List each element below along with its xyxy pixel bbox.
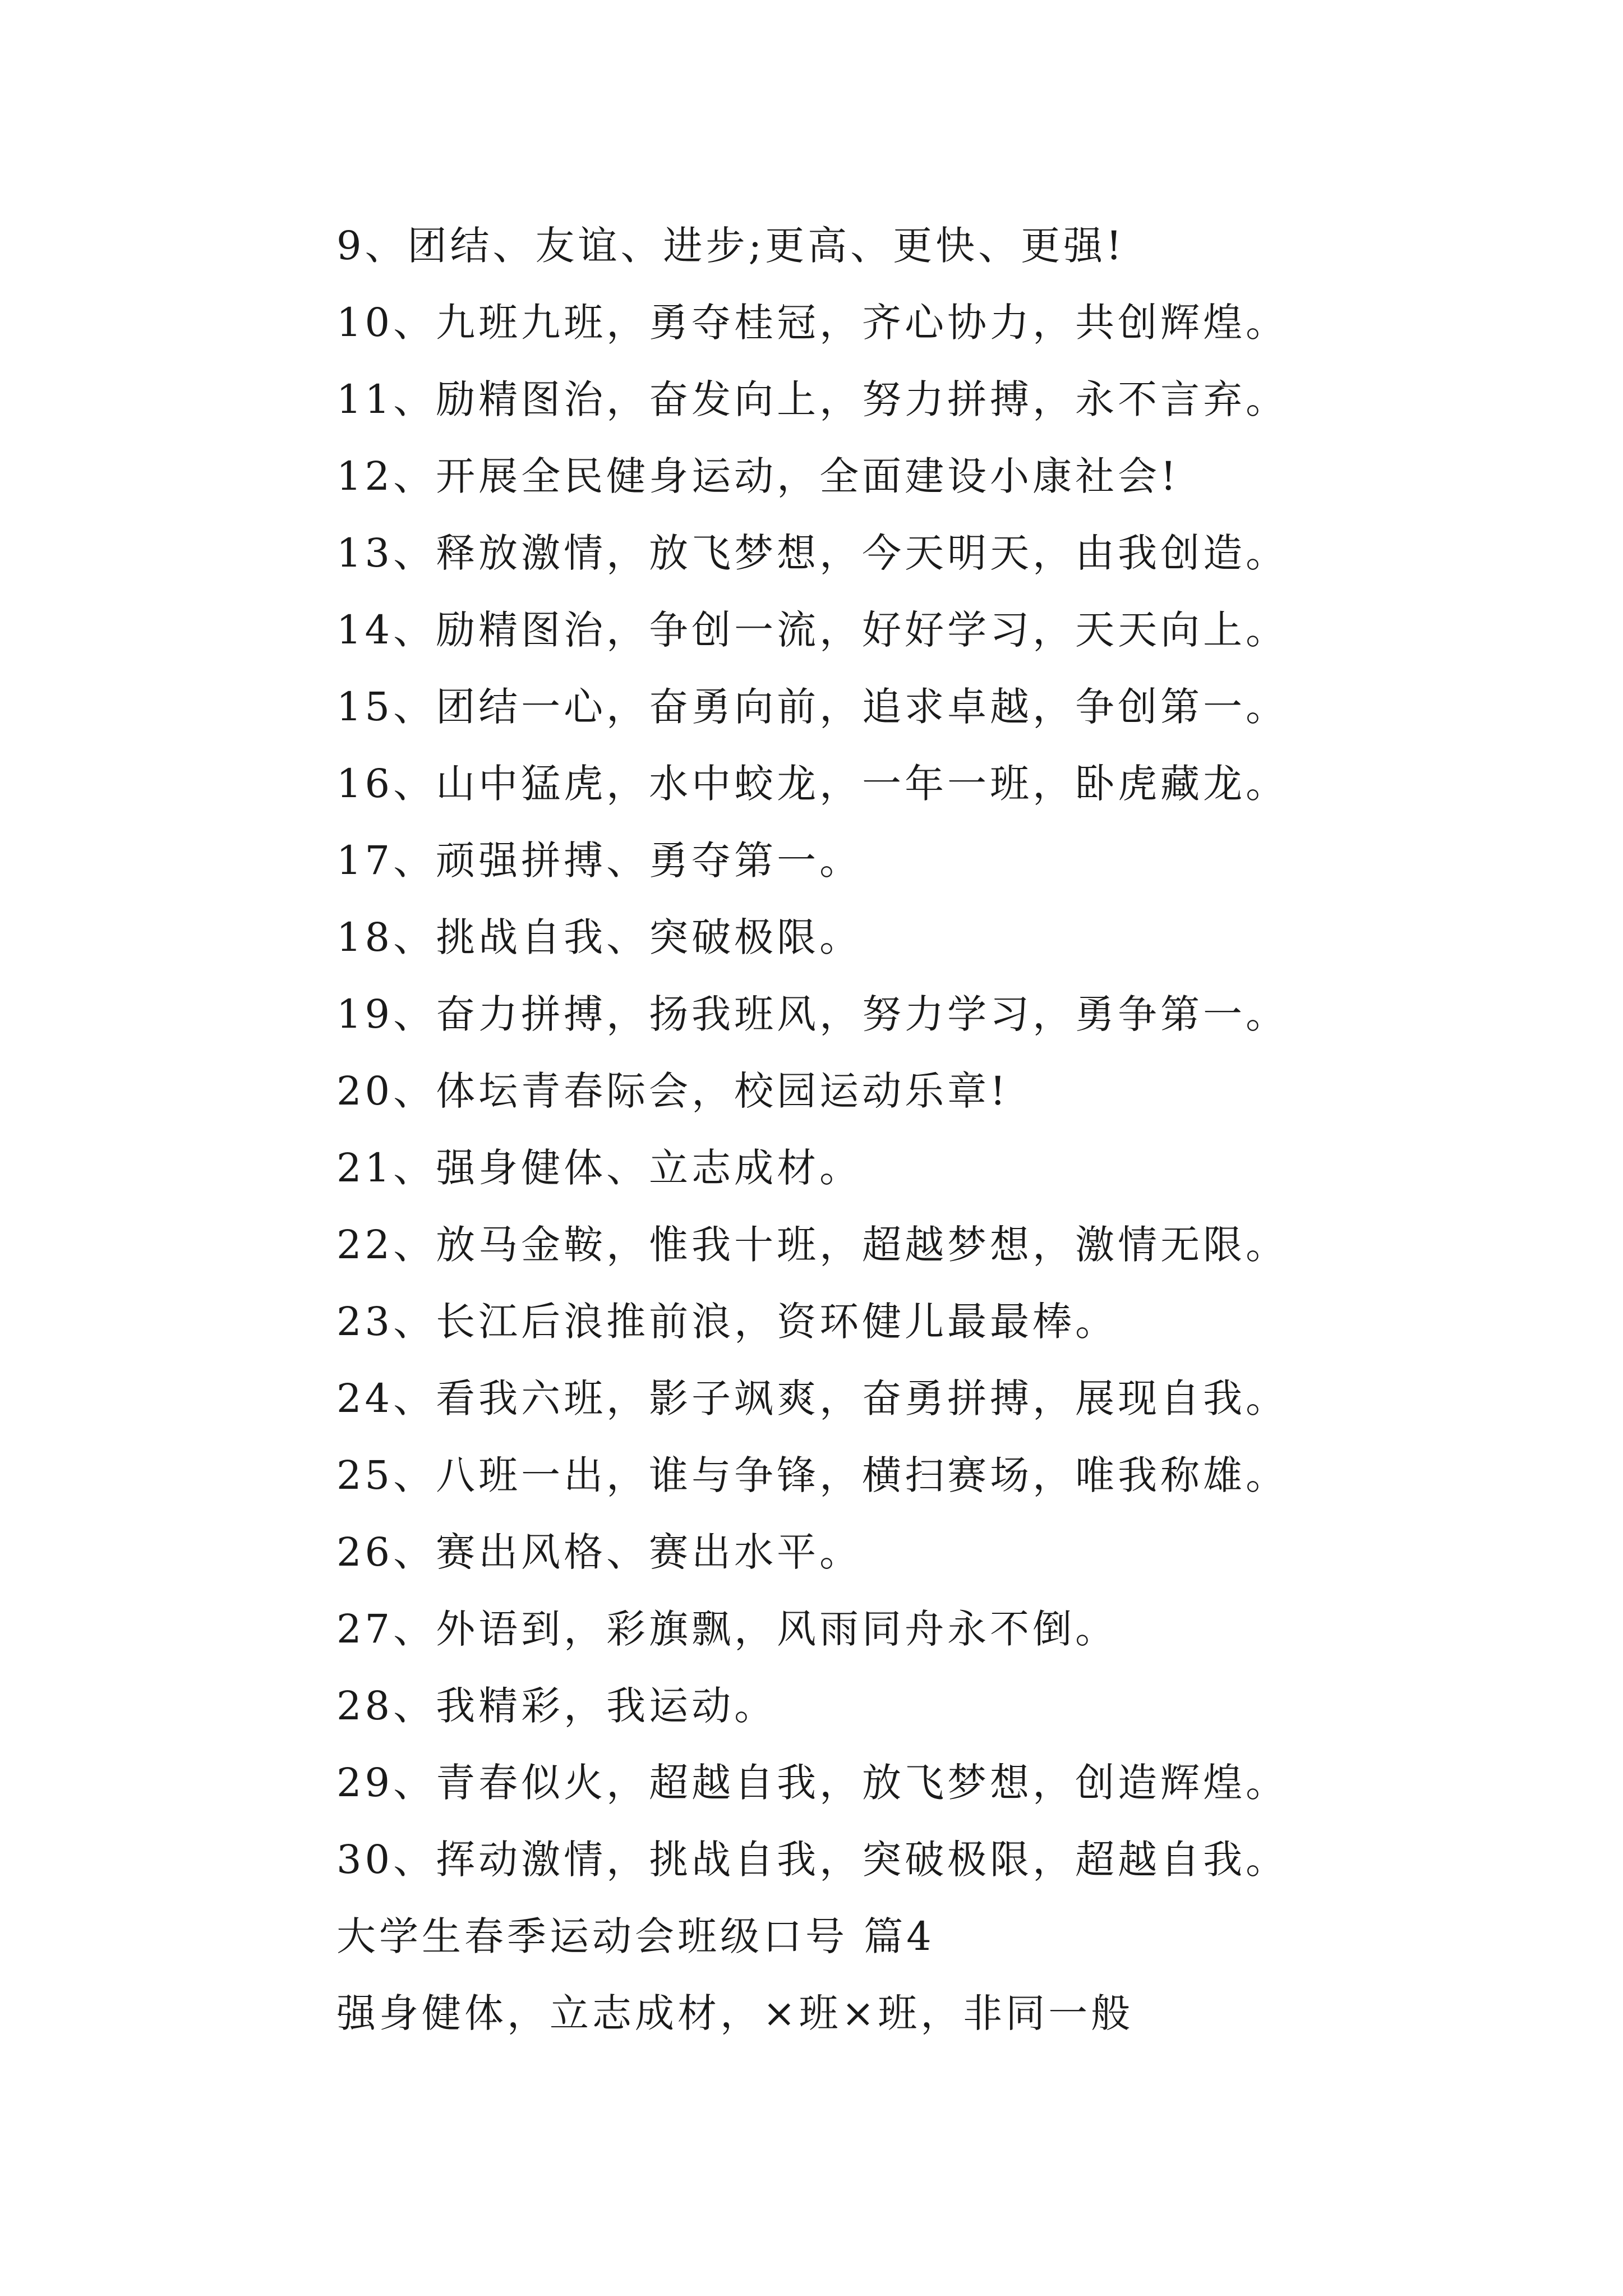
slogan-line: 16、山中猛虎，水中蛟龙，一年一班，卧虎藏龙。 xyxy=(336,761,1289,807)
slogan-line: 强身健体，立志成材，×班×班，非同一般 xyxy=(336,1990,1134,2036)
slogan-line: 28、我精彩，我运动。 xyxy=(336,1683,777,1729)
slogan-line: 18、挑战自我、突破极限。 xyxy=(336,914,863,960)
slogan-line: 21、强身健体、立志成材。 xyxy=(336,1145,863,1191)
slogan-line: 9、团结、友谊、进步;更高、更快、更强! xyxy=(336,223,1126,269)
slogan-line: 17、顽强拼搏、勇夺第一。 xyxy=(336,838,863,884)
slogan-line: 23、长江后浪推前浪，资环健儿最最棒。 xyxy=(336,1299,1118,1345)
slogan-line: 10、九班九班，勇夺桂冠，齐心协力，共创辉煌。 xyxy=(336,300,1289,346)
slogan-line: 13、释放激情，放飞梦想，今天明天，由我创造。 xyxy=(336,530,1289,576)
slogan-line: 27、外语到，彩旗飘，风雨同舟永不倒。 xyxy=(336,1606,1118,1652)
slogan-line: 12、开展全民健身运动，全面建设小康社会! xyxy=(336,453,1180,499)
slogan-line: 24、看我六班，影子飒爽，奋勇拼搏，展现自我。 xyxy=(336,1375,1289,1421)
slogan-line: 29、青春似火，超越自我，放飞梦想，创造辉煌。 xyxy=(336,1760,1289,1806)
slogan-line: 26、赛出风格、赛出水平。 xyxy=(336,1529,863,1575)
document-body xyxy=(336,208,1514,2052)
slogan-line: 11、励精图治，奋发向上，努力拼搏，永不言弃。 xyxy=(336,376,1289,422)
slogan-line: 15、团结一心，奋勇向前，追求卓越，争创第一。 xyxy=(336,684,1289,730)
section-heading: 大学生春季运动会班级口号 篇4 xyxy=(336,1913,935,1959)
slogan-line: 19、奋力拼搏，扬我班风，努力学习，勇争第一。 xyxy=(336,991,1289,1037)
slogan-line: 22、放马金鞍，惟我十班，超越梦想，激情无限。 xyxy=(336,1222,1289,1268)
slogan-line: 30、挥动激情，挑战自我，突破极限，超越自我。 xyxy=(336,1837,1289,1883)
slogan-line: 25、八班一出，谁与争锋，横扫赛场，唯我称雄。 xyxy=(336,1452,1289,1498)
slogan-line: 20、体坛青春际会，校园运动乐章! xyxy=(336,1068,1009,1114)
slogan-line: 14、励精图治，争创一流，好好学习，天天向上。 xyxy=(336,607,1289,653)
